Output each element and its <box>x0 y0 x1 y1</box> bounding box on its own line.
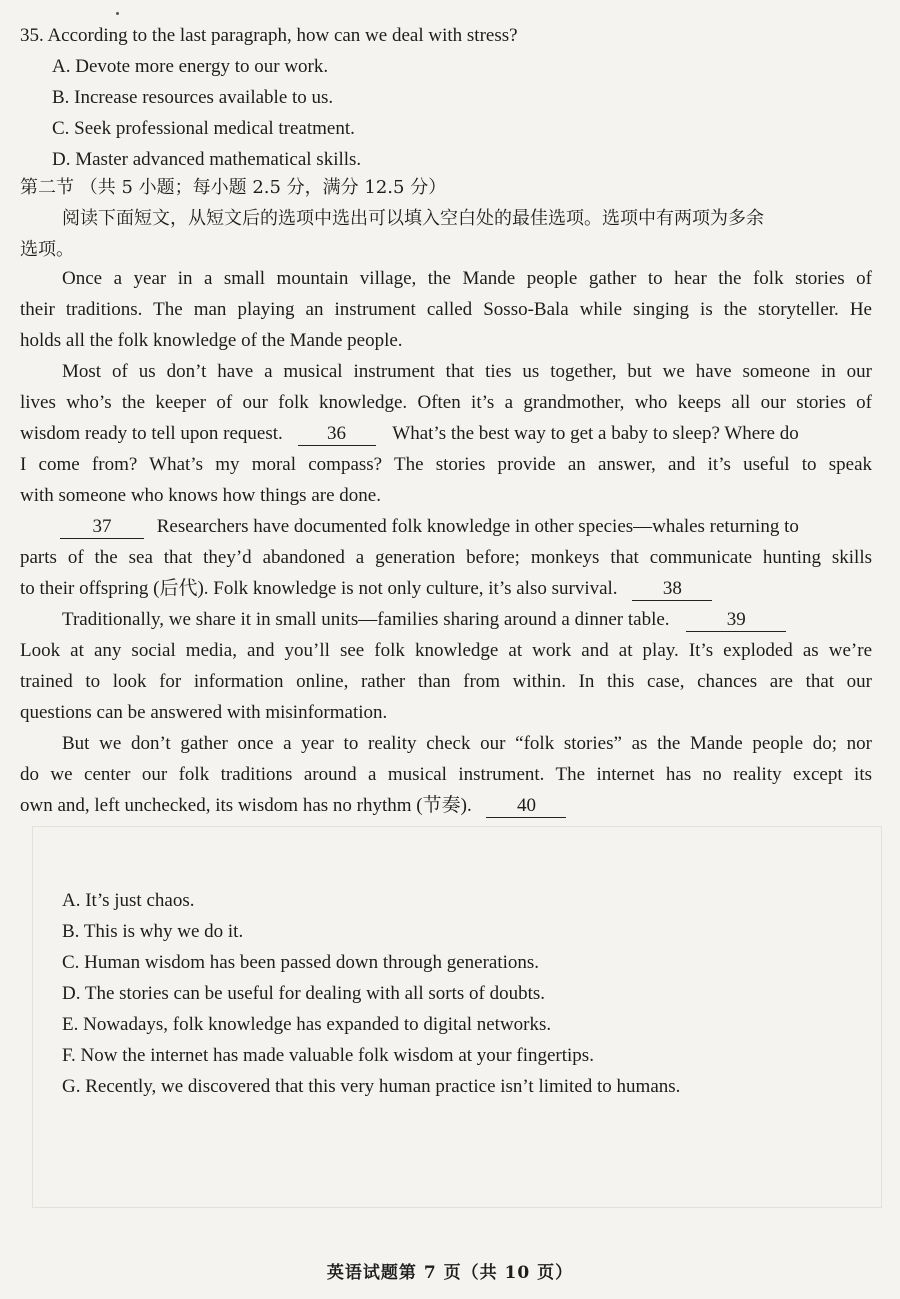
p2-line-1: Most of us don’t have a musical instrument that ties us together, but we have someone in our <box>62 361 872 382</box>
p2-line-5: with someone who knows how things are done. <box>20 485 381 506</box>
p3-line-2: parts of the sea that they’d abandoned a generation before; monkeys that communicate hunting skills <box>20 547 872 568</box>
page-footer: 英语试题第 7 页（共 10 页） <box>326 1263 574 1283</box>
p4-line-1-text: Traditionally, we share it in small units—families sharing around a dinner table. <box>62 609 670 630</box>
p3-line-1 <box>60 511 872 542</box>
p5-line-3-text: own and, left unchecked, its wisdom has no rhythm (节奏). <box>20 795 472 816</box>
p2-line-3-text-b: What’s the best way to get a baby to sleep? Where do <box>392 423 799 444</box>
p2-line-2: lives who’s the keeper of our folk knowledge. Often it’s a grandmother, who keeps all our stories of <box>20 392 872 413</box>
q35-option-d: D. Master advanced mathematical skills. <box>52 149 362 170</box>
blank-38: 38 <box>632 578 712 601</box>
p4-line-1 <box>62 604 872 635</box>
choice-g: G. Recently, we discovered that this very human practice isn’t limited to humans. <box>62 1076 681 1097</box>
p2-line-3 <box>20 418 872 449</box>
p1-line-3: holds all the folk knowledge of the Mande people. <box>20 330 403 351</box>
p4-line-3: trained to look for information online, rather than from within. In this case, chances are that our <box>20 671 872 692</box>
p4-line-4: questions can be answered with misinformation. <box>20 702 388 723</box>
p5-line-3 <box>20 790 872 821</box>
blank-39: 39 <box>686 609 786 632</box>
p1-line-2: their traditions. The man playing an instrument called Sosso-Bala while singing is the storyteller. He <box>20 299 872 320</box>
q35-option-a: A. Devote more energy to our work. <box>52 56 329 77</box>
p5-line-1: But we don’t gather once a year to reality check our “folk stories” as the Mande people do; nor <box>62 733 872 754</box>
blank-37: 37 <box>60 516 144 539</box>
choice-d: D. The stories can be useful for dealing with all sorts of doubts. <box>62 983 545 1004</box>
blank-36: 36 <box>298 423 376 446</box>
section-heading: 第二节 （共 5 小题；每小题 2.5 分，满分 12.5 分） <box>20 177 447 198</box>
choice-a: A. It’s just chaos. <box>62 890 195 911</box>
p2-line-3-text-a: wisdom ready to tell upon request. <box>20 423 283 444</box>
p3-line-1-text: Researchers have documented folk knowledge in other species—whales returning to <box>156 516 799 537</box>
choice-e: E. Nowadays, folk knowledge has expanded to digital networks. <box>62 1014 552 1035</box>
p5-line-2: do we center our folk traditions around a musical instrument. The internet has no reality except its <box>20 764 872 785</box>
p3-line-3-text: to their offspring (后代). Folk knowledge is not only culture, it’s also survival. <box>20 578 618 599</box>
scan-dot <box>116 12 119 15</box>
p1-line-1: Once a year in a small mountain village, the Mande people gather to hear the folk stories of <box>62 268 872 289</box>
choice-b: B. This is why we do it. <box>62 921 244 942</box>
p2-line-4: I come from? What’s my moral compass? The stories provide an answer, and it’s useful to speak <box>20 454 872 475</box>
section-instruction-1: 阅读下面短文，从短文后的选项中选出可以填入空白处的最佳选项。选项中有两项为多余 <box>62 208 764 229</box>
choice-c: C. Human wisdom has been passed down through generations. <box>62 952 540 973</box>
blank-40: 40 <box>486 795 566 818</box>
q35-stem: 35. According to the last paragraph, how can we deal with stress? <box>20 25 518 46</box>
p4-line-2: Look at any social media, and you’ll see folk knowledge at work and at play. It’s exploded as we’re <box>20 640 872 661</box>
p3-line-3 <box>20 573 872 604</box>
q35-option-c: C. Seek professional medical treatment. <box>52 118 355 139</box>
choice-f: F. Now the internet has made valuable folk wisdom at your fingertips. <box>62 1045 594 1066</box>
q35-option-b: B. Increase resources available to us. <box>52 87 334 108</box>
section-instruction-2: 选项。 <box>20 239 74 260</box>
